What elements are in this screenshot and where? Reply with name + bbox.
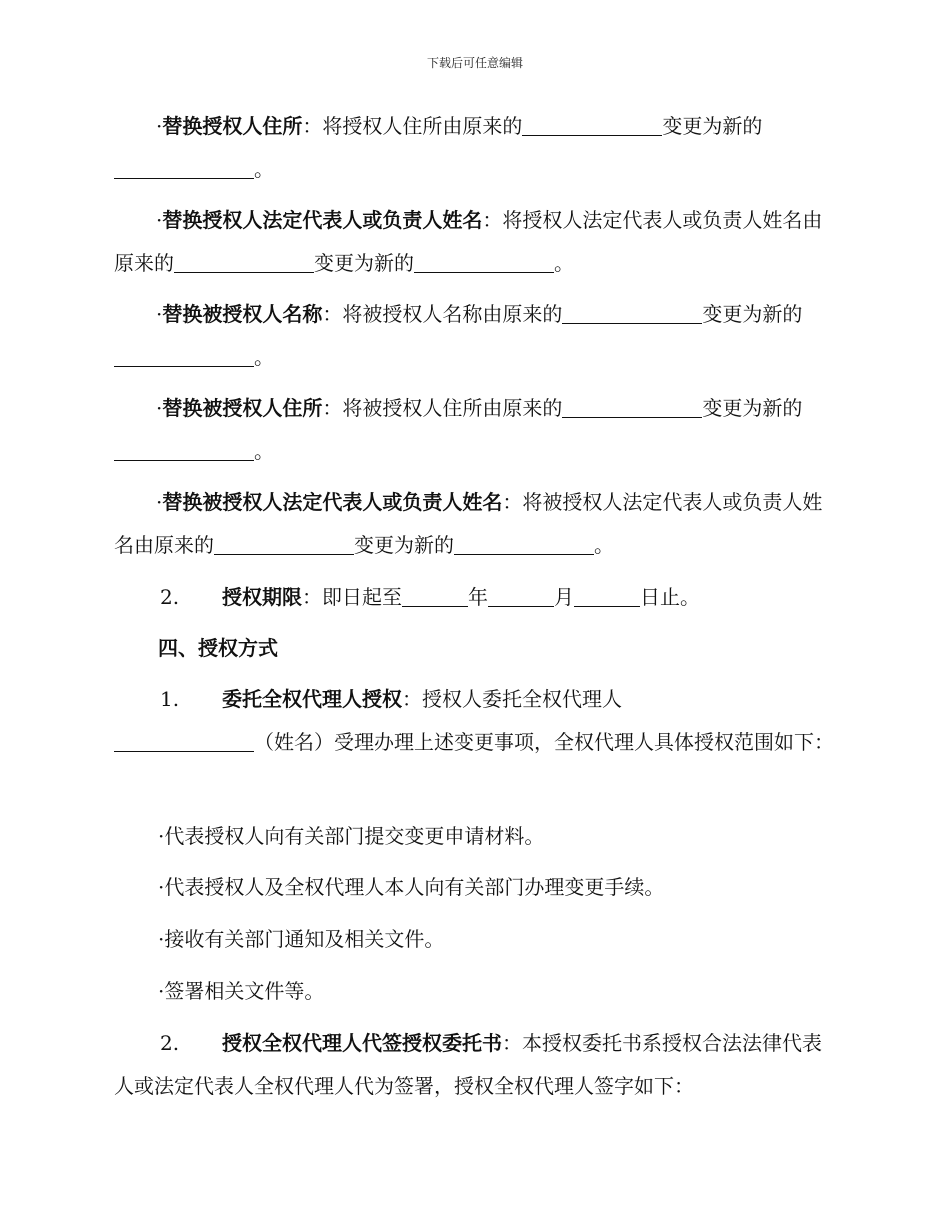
item-heading: 授权期限 <box>222 585 302 609</box>
item-heading: 替换被授权人住所 <box>162 396 323 420</box>
item-text: ：授权人委托全权代理人 <box>402 687 622 711</box>
clause-1-body <box>114 721 834 764</box>
item-text: 变更为新的 <box>662 114 763 138</box>
item-text: ：将授权人住所由原来的 <box>302 114 523 138</box>
list-item <box>158 866 664 909</box>
bullet: · <box>156 114 163 138</box>
item-text: ：本授权委托书系授权合法法律代表人或法定代表人全权代理人代为签署，授权全权代理人签字如下： <box>114 1031 822 1098</box>
bullet: · <box>156 302 163 326</box>
blank-field[interactable] <box>414 250 554 273</box>
blank-field[interactable] <box>454 532 594 555</box>
bullet: · <box>158 979 165 1003</box>
blank-field[interactable] <box>562 395 702 418</box>
item-text: 签署相关文件等。 <box>164 979 325 1003</box>
item-text: 代表授权人及全权代理人本人向有关部门办理变更手续。 <box>164 875 665 899</box>
blank-field[interactable] <box>114 344 254 367</box>
item-number: 2. <box>160 585 180 609</box>
item-text: （姓名）受理办理上述变更事项，全权代理人具体授权范围如下： <box>254 730 834 754</box>
item-heading: 替换被授权人名称 <box>162 302 323 326</box>
item-text: 。 <box>594 533 614 557</box>
item-text: ：将被授权人法定代表人或负责人姓名由原来的 <box>114 490 823 557</box>
item-heading: 替换被授权人法定代表人或负责人姓名 <box>162 490 503 514</box>
day-field[interactable] <box>574 584 640 607</box>
list-item <box>158 815 544 858</box>
clause-1-first-line <box>158 678 622 721</box>
month-field[interactable] <box>488 584 554 607</box>
item-text: 代表授权人向有关部门提交变更申请材料。 <box>164 824 545 848</box>
year-field[interactable] <box>402 584 468 607</box>
item-text: 年 <box>468 585 488 609</box>
item-text: 日止。 <box>640 585 700 609</box>
item-text: ：将被授权人名称由原来的 <box>322 302 563 326</box>
item-heading: 替换授权人法定代表人或负责人姓名 <box>162 208 483 232</box>
bullet: · <box>156 490 163 514</box>
agent-name-field[interactable] <box>114 729 254 752</box>
section-title: 四、授权方式 <box>158 636 278 660</box>
item-text: ：即日起至 <box>302 585 402 609</box>
clause-2 <box>114 1022 834 1108</box>
item-text: 。 <box>254 157 274 181</box>
item-heading: 委托全权代理人授权 <box>222 687 402 711</box>
list-item <box>114 293 834 379</box>
item-text: 变更为新的 <box>314 251 414 275</box>
item-text: ：将被授权人住所由原来的 <box>322 396 563 420</box>
bullet: · <box>156 396 163 420</box>
list-item <box>114 105 834 191</box>
bullet: · <box>156 208 163 232</box>
list-item <box>114 199 834 285</box>
item-text: 月 <box>554 585 574 609</box>
item-text: 接收有关部门通知及相关文件。 <box>164 927 445 951</box>
item-heading: 替换授权人住所 <box>162 114 303 138</box>
item-heading: 授权全权代理人代签授权委托书 <box>222 1031 502 1055</box>
blank-field[interactable] <box>114 438 254 461</box>
blank-field[interactable] <box>114 156 254 179</box>
blank-field[interactable] <box>562 301 702 324</box>
page-header: 下载后可任意编辑 <box>426 56 523 70</box>
item-text: 变更为新的 <box>354 533 454 557</box>
blank-field[interactable] <box>214 532 354 555</box>
blank-field[interactable] <box>174 250 314 273</box>
item-text: ：将授权人法定代表人或负责人姓名由原来的 <box>114 208 823 275</box>
item-text: 变更为新的 <box>702 396 803 420</box>
item-text: 。 <box>254 345 274 369</box>
blank-field[interactable] <box>522 113 662 136</box>
bullet: · <box>158 875 165 899</box>
bullet: · <box>158 927 165 951</box>
list-item <box>158 918 444 961</box>
item-number: 2. <box>160 1031 180 1055</box>
list-item <box>158 970 324 1013</box>
authorization-period <box>158 576 700 619</box>
item-text: 。 <box>554 251 574 275</box>
item-text: 。 <box>254 439 274 463</box>
item-text: 变更为新的 <box>702 302 803 326</box>
list-item <box>114 481 834 567</box>
list-item <box>114 387 834 473</box>
bullet: · <box>158 824 165 848</box>
item-number: 1. <box>160 687 180 711</box>
